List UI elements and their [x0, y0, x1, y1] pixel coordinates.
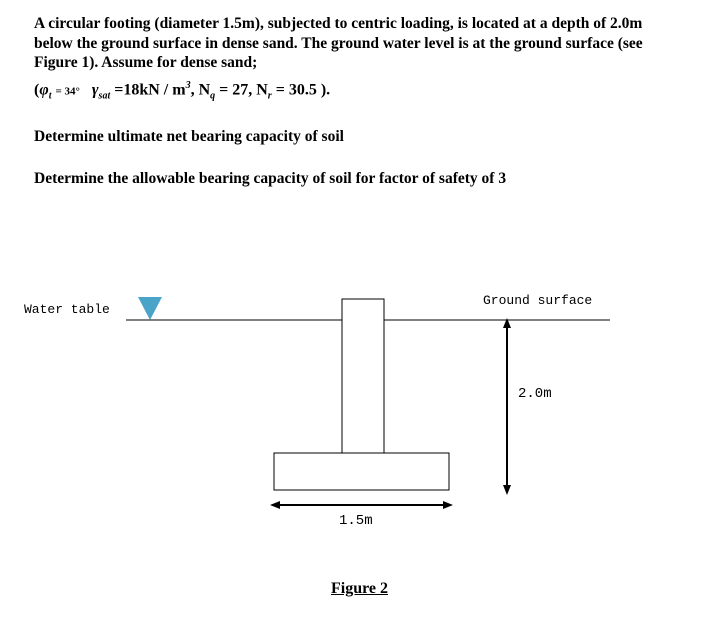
soil-parameters: ($\varphi_t = 34^\circ$ $\gamma_{sat} =18kN / m^3$, $N_q = 27$, $N_r = 30.5$ ). — [34, 80, 331, 102]
figure-caption: Figure 2 — [331, 580, 389, 597]
water-table-label: Water table — [24, 302, 110, 317]
problem-text: A circular footing (diameter 1.5m), subjected to centric loading, is located at a depth of 2.0m below the ground surface in dense sand. The ground water level is at the ground surface (see Figure 1). Assume for dense sand; — [34, 15, 643, 71]
phi-value: = 34° — [55, 85, 80, 98]
footing-column — [342, 299, 384, 453]
ngamma-value: = 30.5 ). — [271, 81, 331, 99]
nq-symbol: , N — [190, 81, 211, 99]
gamma-value: =18kN / m — [114, 81, 186, 99]
depth-label: 2.0m — [518, 386, 552, 402]
phi-symbol: φ — [39, 81, 49, 99]
nq-value: = 27, N — [215, 81, 268, 99]
water-table-marker-icon — [138, 297, 162, 320]
task-ultimate-capacity: Determine ultimate net bearing capacity of soil — [34, 128, 344, 145]
footing-base — [274, 453, 449, 490]
width-label: 1.5m — [339, 513, 373, 529]
task-allowable-capacity: Determine the allowable bearing capacity of soil for factor of safety of 3 — [34, 170, 507, 187]
gamma-symbol: γ — [91, 81, 99, 99]
ground-surface-label: Ground surface — [483, 293, 593, 308]
